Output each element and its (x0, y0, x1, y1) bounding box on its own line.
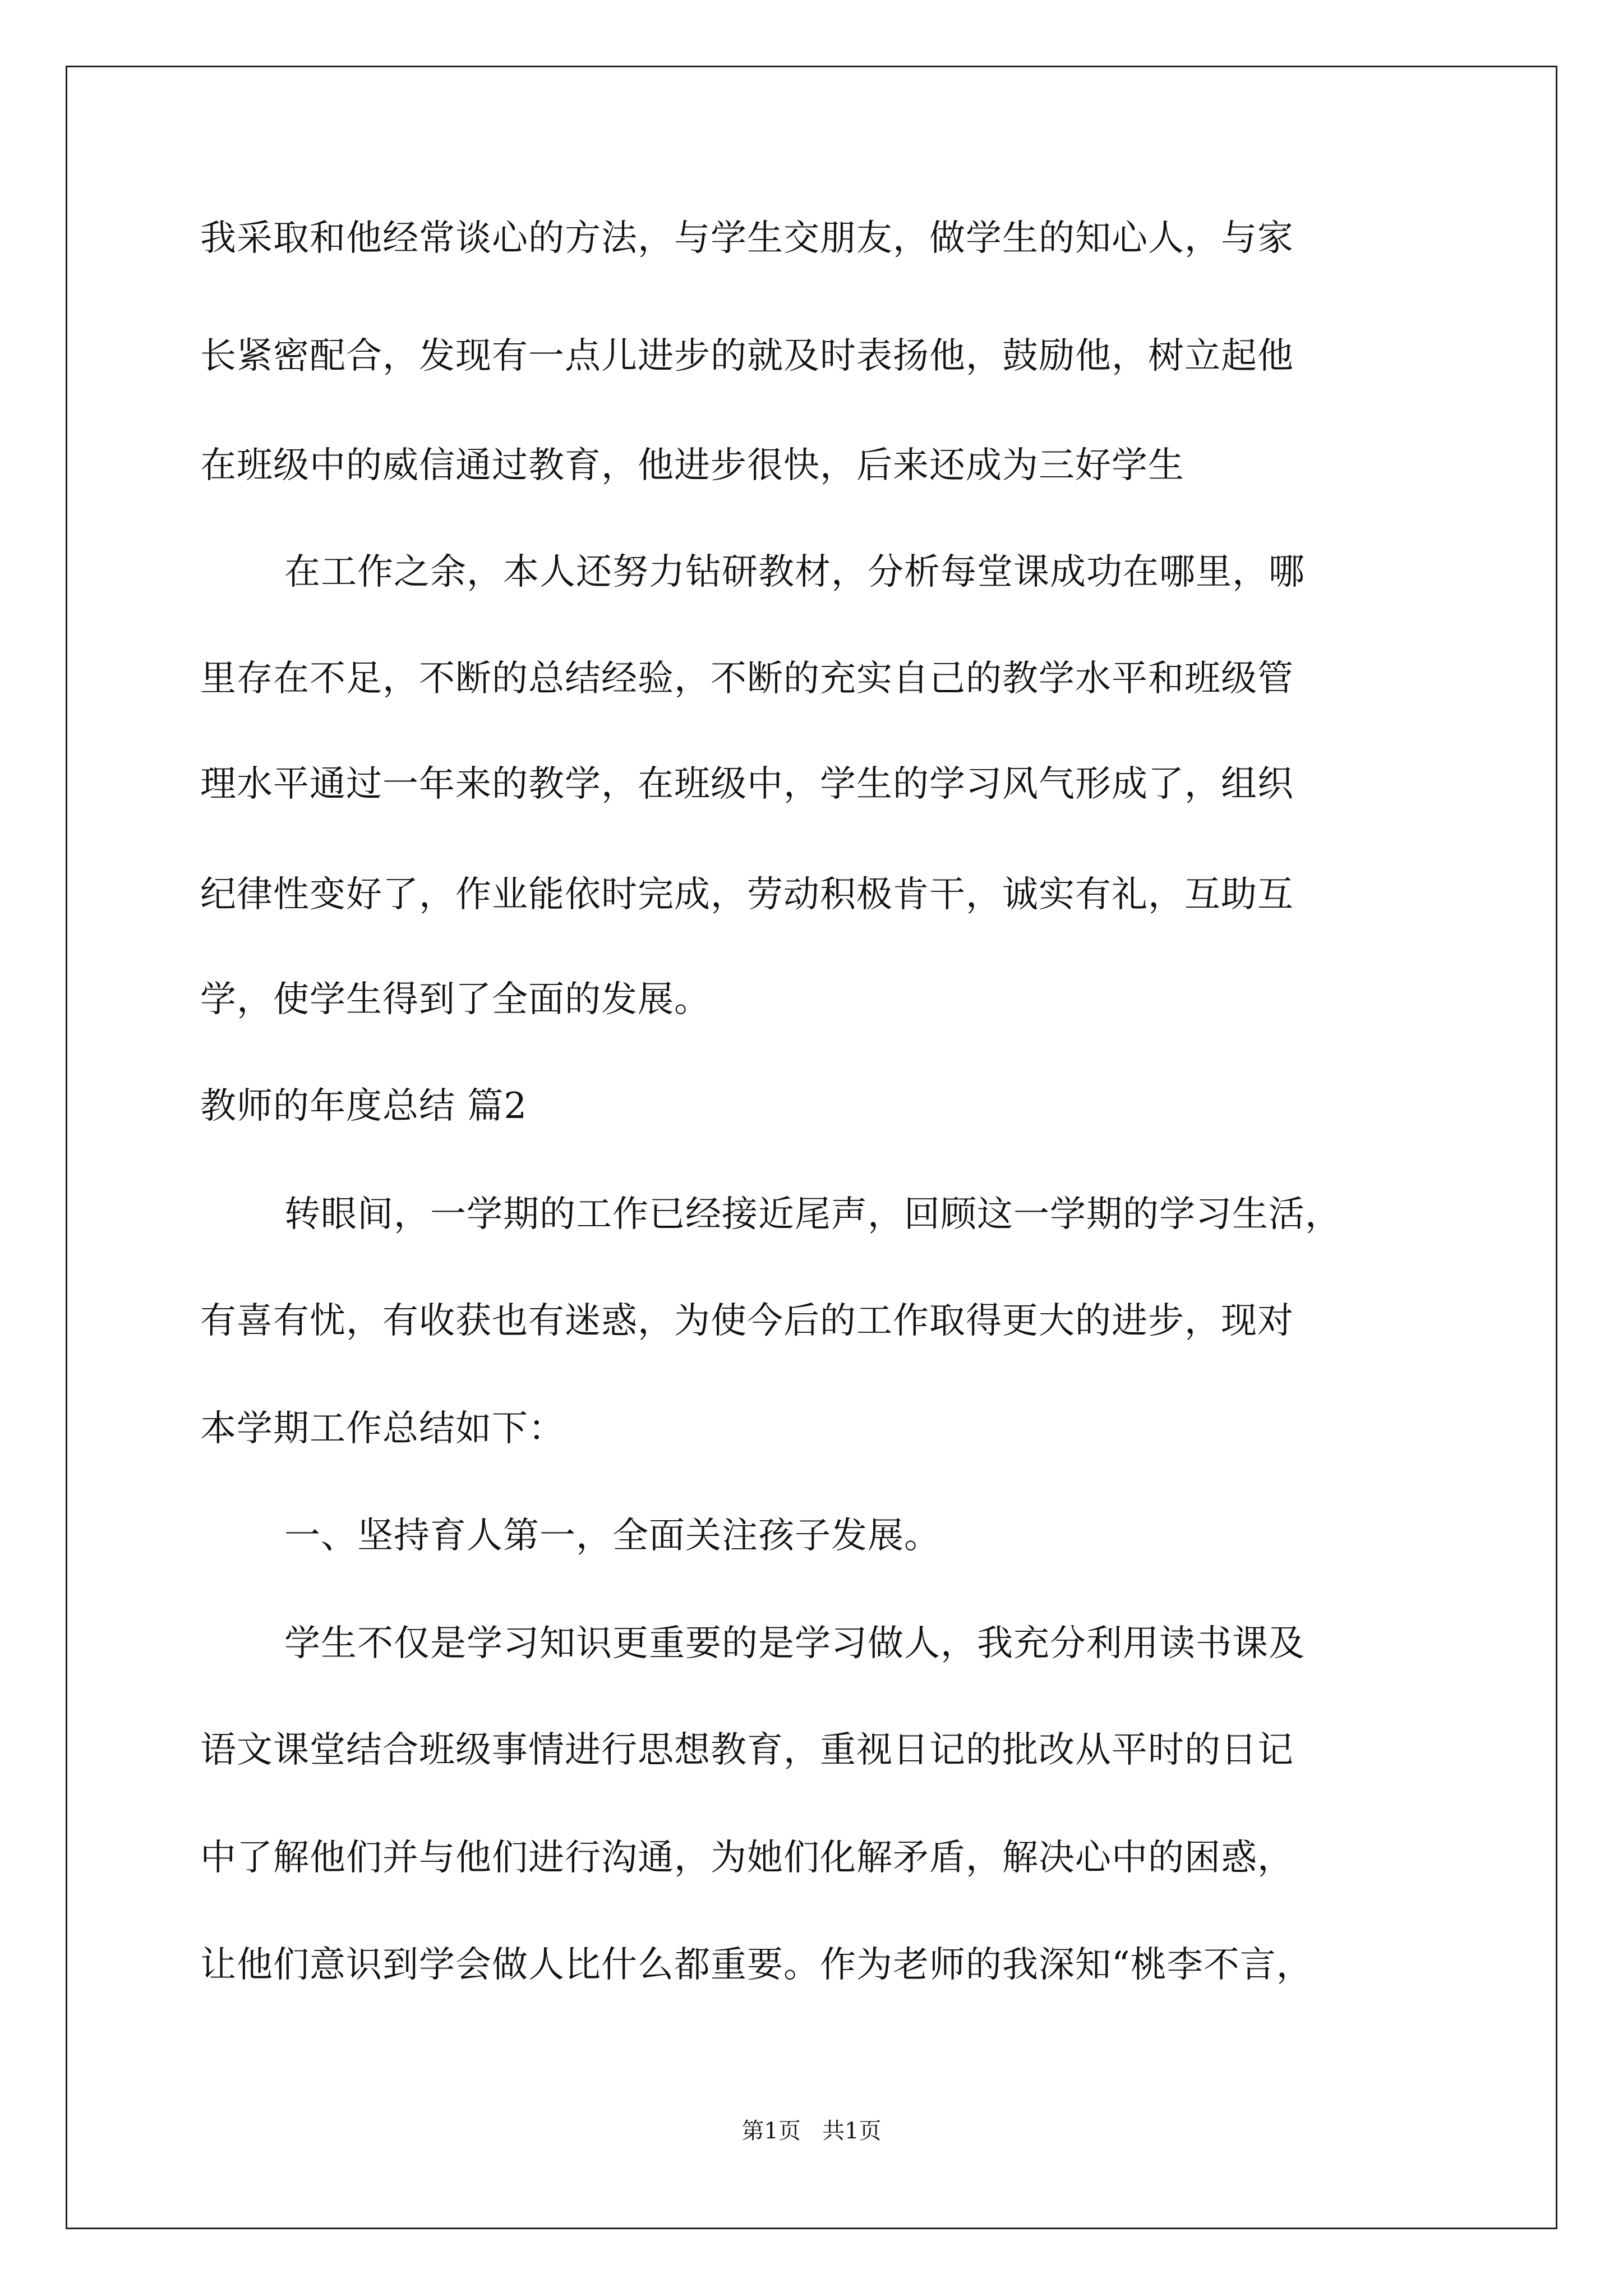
text-line-11: 有喜有忧，有收获也有迷惑，为使今后的工作取得更大的进步，现对 (200, 1300, 1294, 1342)
text-line-8: 学，使学生得到了全面的发展。 (200, 979, 711, 1020)
text-line-2: 长紧密配合，发现有一点儿进步的就及时表扬他，鼓励他，树立起他 (200, 335, 1294, 377)
text-line-17: 让他们意识到学会做人比什么都重要。作为老师的我深知“桃李不言， (200, 1944, 1313, 1986)
text-line-13: 一、坚持育人第一，全面关注孩子发展。 (284, 1515, 940, 1557)
text-line-12: 本学期工作总结如下： (200, 1408, 565, 1450)
text-line-7: 纪律性变好了，作业能依时完成，劳动积极肯干，诚实有礼，互助互 (200, 874, 1294, 915)
text-line-15: 语文课堂结合班级事情进行思想教育，重视日记的批改从平时的日记 (200, 1729, 1294, 1771)
text-line-14: 学生不仅是学习知识更重要的是学习做人，我充分利用读书课及 (284, 1623, 1305, 1664)
text-line-10: 转眼间，一学期的工作已经接近尾声，回顾这一学期的学习生活， (284, 1194, 1341, 1235)
text-line-1: 我采取和他经常谈心的方法，与学生交朋友，做学生的知心人，与家 (200, 218, 1294, 259)
text-line-5: 里存在不足，不断的总结经验，不断的充实自己的教学水平和班级管 (200, 658, 1294, 700)
text-line-4: 在工作之余，本人还努力钻研教材，分析每堂课成功在哪里，哪 (284, 551, 1305, 593)
page-number-footer: 第1页 共1页 (741, 2118, 882, 2144)
text-line-16: 中了解他们并与他们进行沟通，为她们化解矛盾，解决心中的困惑， (200, 1837, 1294, 1879)
page-frame (66, 66, 1557, 2229)
section-heading: 教师的年度总结 篇2 (200, 1085, 528, 1127)
text-line-3: 在班级中的威信通过教育，他进步很快，后来还成为三好学生 (200, 445, 1184, 486)
text-line-6: 理水平通过一年来的教学，在班级中，学生的学习风气形成了，组织 (200, 763, 1294, 805)
